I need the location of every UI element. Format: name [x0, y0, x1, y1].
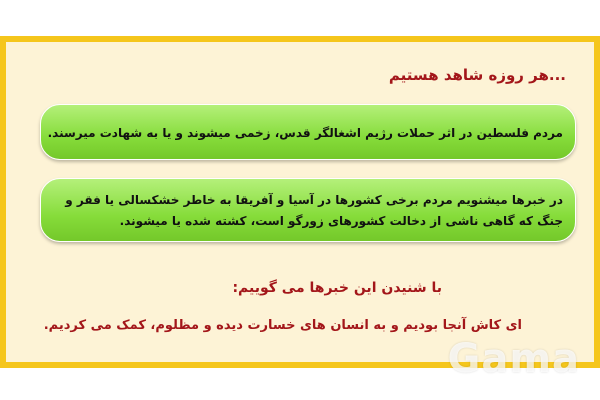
- box-2-text: در خبرها میشنویم مردم برخی کشورها در آسیا و آفریقا به خاطر خشکسالی یا فقر و جنگ که گاهی ناشی از دخالت کشورهای زورگو است، کشته شده یا میشوند.: [65, 193, 563, 228]
- green-text-box-1: [40, 104, 576, 160]
- green-text-box-2: [40, 178, 576, 242]
- closing-statement: ای کاش آنجا بودیم و به انسان های خسارت دیده و مظلوم، کمک می کردیم.: [43, 318, 522, 333]
- sub-heading: با شنیدن این خبرها می گوییم:: [232, 280, 442, 296]
- slide-heading: ...هر روزه شاهد هستیم: [388, 66, 566, 84]
- gama-watermark-logo: Gama: [447, 336, 580, 382]
- box-1-text: مردم فلسطین در اثر حملات رژیم اشغالگر قدس، زخمی میشوند و یا به شهادت میرسند.: [47, 126, 563, 140]
